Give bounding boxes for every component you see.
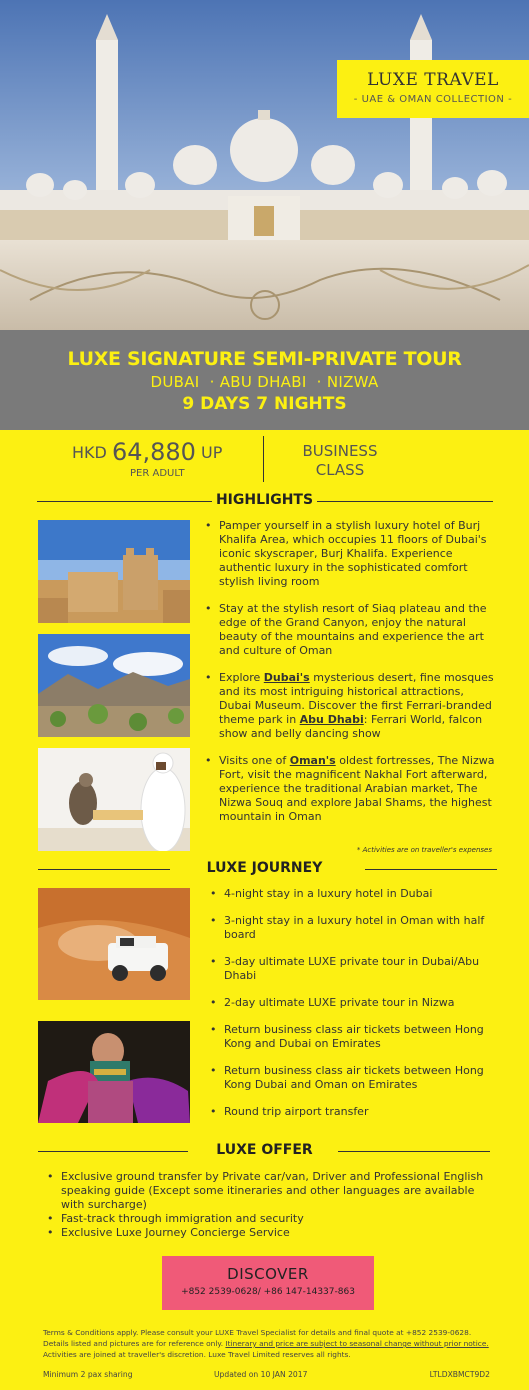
price-divider <box>263 436 264 482</box>
journey-item: • 2-day ultimate LUXE private tour in Nizwa <box>210 996 495 1010</box>
link-oman[interactable]: Oman's <box>289 754 336 767</box>
price-per-adult: PER ADULT <box>130 468 185 479</box>
price <box>72 438 222 466</box>
tour-duration: 9 DAYS 7 NIGHTS <box>182 394 347 414</box>
hero-image <box>0 0 529 330</box>
mosque-illustration <box>0 0 529 330</box>
journey-item: • Return business class air tickets between Hong Kong Dubai and Oman on Emirates <box>210 1064 495 1092</box>
offer-title: LUXE OFFER <box>212 1142 316 1158</box>
contact-phone: +852 2539-0628/ +86 147-14337-863 <box>181 1287 355 1297</box>
photo-fort <box>38 520 190 623</box>
price-amount: 64,880 <box>111 438 196 466</box>
offer-heading <box>0 1142 529 1162</box>
photo-desert-suv <box>38 888 190 1000</box>
highlight-text: Explore <box>219 671 264 684</box>
price-currency: HKD <box>72 443 107 462</box>
travel-class-line1: BUSINESS <box>302 442 378 460</box>
offer-item: • Exclusive ground transfer by Private car/van, Driver and Professional English speaking guide (Except some itineraries and other languages are available with surcharge) <box>47 1170 487 1212</box>
highlights-heading <box>0 492 529 512</box>
journey-item: • Return business class air tickets between Hong Kong and Dubai on Emirates <box>210 1023 495 1051</box>
highlight-item <box>205 671 495 741</box>
highlight-text: mysterious desert, fine mosques and its most intriguing historical attractions, Dubai Museum. Discover the first Ferrari-branded theme park in <box>219 671 494 726</box>
photo-falconer <box>38 748 190 851</box>
terms-line <box>43 1338 493 1360</box>
photo-belly-dancer <box>38 1021 190 1123</box>
tour-title-band <box>0 330 529 430</box>
journey-heading <box>0 860 529 880</box>
brand-title: LUXE TRAVEL <box>367 70 499 90</box>
discover-button[interactable] <box>162 1256 374 1310</box>
updated-date: Updated on 10 JAN 2017 <box>214 1370 308 1379</box>
journey-item: • 4-night stay in a luxury hotel in Dubai <box>210 887 495 901</box>
terms-text-part: Activities are joined at traveller's discretion. Luxe Travel Limited reserves all rights. <box>43 1350 351 1359</box>
highlights-title: HIGHLIGHTS <box>212 492 317 508</box>
terms-text-part: Details listed and pictures are for reference only. <box>43 1339 226 1348</box>
highlights-list <box>205 519 495 837</box>
highlight-item <box>205 754 495 824</box>
price-row <box>0 436 529 486</box>
min-pax: Minimum 2 pax sharing <box>43 1370 133 1379</box>
travel-class-line2: CLASS <box>315 461 365 479</box>
highlight-text: : Ferrari World, falcon show and belly dancing show <box>219 713 483 740</box>
link-abu-dhabi[interactable]: Abu Dhabi <box>299 713 364 726</box>
brand-subtitle: - UAE & OMAN COLLECTION - <box>353 94 513 105</box>
highlight-text: oldest fortresses, The Nizwa Fort, visit the magnificent Nakhal Fort afterward, experience the traditional Arabian market, The Nizwa Souq and explore Jabal Shams, the highest mountain in Oman <box>219 754 495 823</box>
link-dubai[interactable]: Dubai's <box>263 671 310 684</box>
tour-cities: DUBAI · ABU DHABI · NIZWA <box>150 373 379 391</box>
tour-name: LUXE SIGNATURE SEMI-PRIVATE TOUR <box>67 348 462 370</box>
terms-text <box>43 1327 493 1360</box>
journey-item: • 3-night stay in a luxury hotel in Oman with half board <box>210 914 495 942</box>
journey-title: LUXE JOURNEY <box>203 860 327 876</box>
brand-box <box>337 60 529 118</box>
photo-mountains <box>38 634 190 737</box>
price-suffix: UP <box>201 443 223 462</box>
highlight-item: • Stay at the stylish resort of Siaq plateau and the edge of the Grand Canyon, enjoy the natural beauty of the mountains and experience the art and culture of Oman <box>205 602 495 658</box>
discover-label: DISCOVER <box>227 1265 309 1283</box>
terms-notice: Itinerary and price are subject to seasonal change without prior notice. <box>225 1339 489 1348</box>
journey-item: • Round trip airport transfer <box>210 1105 495 1119</box>
tour-code: LTLDXBMCT9D2 <box>429 1370 490 1379</box>
journey-list <box>210 887 495 1132</box>
highlight-item: • Pamper yourself in a stylish luxury hotel of Burj Khalifa Area, which occupies 11 floors of Dubai's iconic skyscraper, Burj Khalifa. Experience authentic luxury in the sophisticated comfort stylish living room <box>205 519 495 589</box>
offer-list <box>47 1170 487 1240</box>
terms-line: Terms & Conditions apply. Please consult your LUXE Travel Specialist for details and final quote at +852 2539-0628. <box>43 1328 472 1337</box>
journey-item: • 3-day ultimate LUXE private tour in Dubai/Abu Dhabi <box>210 955 495 983</box>
offer-item: • Fast-track through immigration and security <box>47 1212 487 1226</box>
highlight-text: Visits one of <box>219 754 290 767</box>
offer-item: • Exclusive Luxe Journey Concierge Service <box>47 1226 487 1240</box>
activities-note: * Activities are on traveller's expenses <box>356 846 492 854</box>
travel-class <box>285 442 395 480</box>
